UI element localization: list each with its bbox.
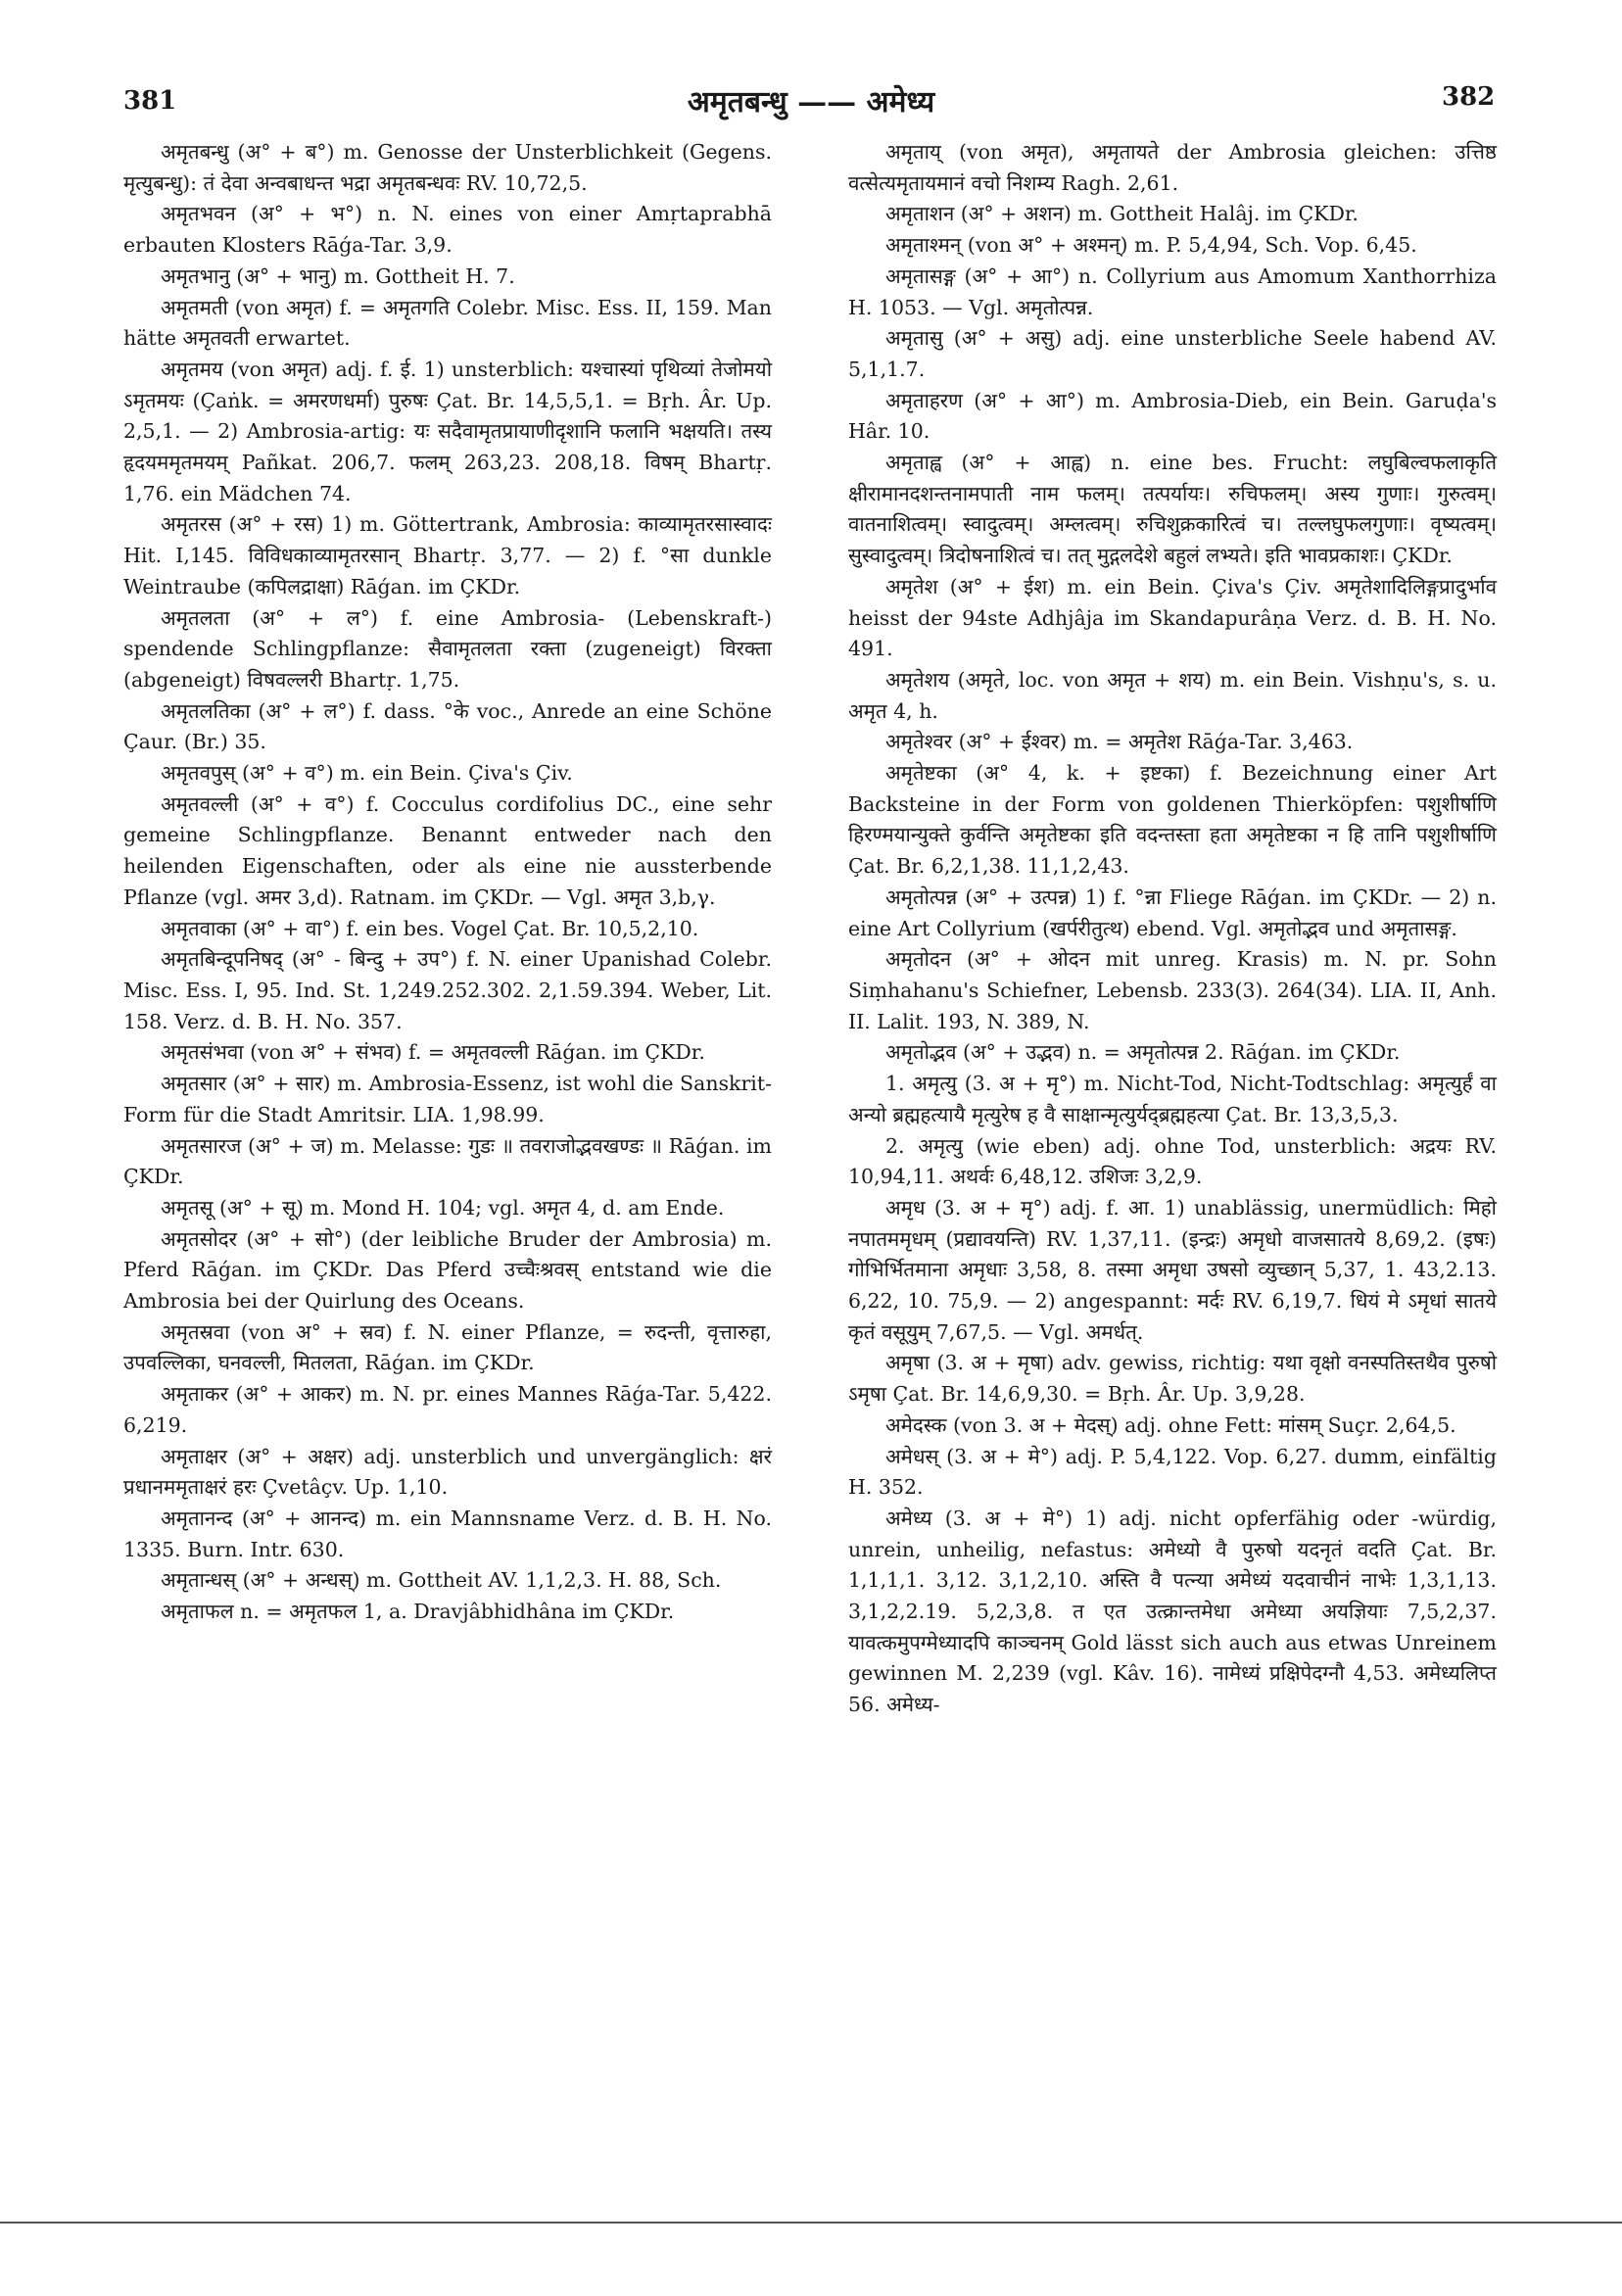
dictionary-entry: अमृध (3. अ + मृ°) adj. f. आ. 1) unablässig, unermüdlich: मिहो नपातममृधम् (प्रद्यावयन्ति) RV. 1,37,11. (इन्द्रः) अमृधो वाजसातये 8,69,2. (इषः) गोभिर्भितमाना अमृधाः 3,58, 8. तस्मा अमृधा उषसो व्युच्छान् 5,37, 1. 43,2.13. 6,22, 10. 75,9. — 2) angespannt: मर्दः RV. 6,19,7. धियं मे ऽमृधां सातये कृतं वसूयुम् 7,67,5. — Vgl. अमर्धत्. bbox=[848, 1195, 1497, 1344]
dictionary-entry: अमृतोद्भव (अ° + उद्भव) n. = अमृतोत्पन्न 2. Rāǵan. im ÇKDr. bbox=[885, 1040, 1401, 1065]
page-number-right: 382 bbox=[1442, 82, 1496, 112]
dictionary-entry: अमृतोदन (अ° + ओदन mit unreg. Krasis) m. N. pr. Sohn Siṃhahanu's Schiefner, Lebensb. 233(3). 264(34). LIA. II, Anh. II. Lalit. 193, N. 389, N. bbox=[848, 947, 1497, 1033]
dictionary-entry: अमृतसंभवा (von अ° + संभव) f. = अमृतवल्ली Rāǵan. im ÇKDr. bbox=[161, 1040, 705, 1065]
dictionary-entry: अमृतसारज (अ° + ज) m. Melasse: गुडः ॥ तवराजोद्भवखण्डः ॥ Rāǵan. im ÇKDr. bbox=[123, 1133, 772, 1189]
dictionary-entry: अमेध्य (3. अ + मे°) 1) adj. nicht opferfähig oder -würdig, unrein, unheilig, nefastus: अमेध्यो वै पुरुषो यदनृतं वदति Çat. Br. 1,1,1,1. 3,12. 3,1,2,10. अस्ति वै पत्न्या अमेध्यं यदवाचीनं नाभेः 1,3,1,13. 3,1,2,2.19. 5,2,3,8. त एत उत्क्रान्तमेधा अमेध्या अयज्ञियाः 7,5,2,37. यावत्कमुपग्मेध्यादपि काञ्चनम् Gold lässt sich auch aus etwas Unreinem gewinnen M. 2,239 (vgl. Kâv. 16). नामेध्यं प्रक्षिपेदग्नौ 4,53. अमेध्यलिप्त 56. अमेध्य- bbox=[848, 1506, 1497, 1717]
dictionary-entry: अमृतस्रवा (von अ° + स्रव) f. N. einer Pflanze, = रुदन्ती, वृत्तारुहा, उपवल्लिका, घनवल्ली, मितलता, Rāǵan. im ÇKDr. bbox=[123, 1319, 772, 1375]
dictionary-entry: अमृतसू (अ° + सू) m. Mond H. 104; vgl. अमृत 4, d. am Ende. bbox=[161, 1195, 725, 1220]
dictionary-entry: अमृताकर (अ° + आकर) m. N. pr. eines Mannes Rāǵa-Tar. 5,422. 6,219. bbox=[123, 1382, 772, 1437]
dictionary-entry: अमृतासङ्ग (अ° + आ°) n. Collyrium aus Amomum Xanthorrhiza H. 1053. — Vgl. अमृतोत्पन्न. bbox=[848, 263, 1497, 319]
dictionary-entry: 2. अमृत्यु (wie eben) adj. ohne Tod, unsterblich: अद्रयः RV. 10,94,11. अथर्वः 6,48,12. उशिजः 3,2,9. bbox=[848, 1133, 1497, 1189]
dictionary-entry: अमृतरस (अ° + रस) 1) m. Göttertrank, Ambrosia: काव्यामृतरसास्वादः Hit. I,145. विविधकाव्यामृतरसान् Bhartṛ. 3,77. — 2) f. °सा dunkle Weintraube (कपिलद्राक्षा) Rāǵan. im ÇKDr. bbox=[123, 512, 772, 598]
dictionary-entry: अमृतलतिका (अ° + ल°) f. dass. °के voc., Anrede an eine Schöne Çaur. (Br.) 35. bbox=[123, 698, 772, 754]
dictionary-entry: अमृतमती (von अमृत) f. = अमृतगति Colebr. Misc. Ess. II, 159. Man hätte अमृतवती erwartet. bbox=[123, 295, 772, 351]
dictionary-entry: अमृतभानु (अ° + भानु) m. Gottheit H. 7. bbox=[161, 263, 515, 288]
dictionary-entry: अमृतमय (von अमृत) adj. f. ई. 1) unsterblich: यश्चास्यां पृथिव्यां तेजोमयो ऽमृतमयः (Çaṅk. = अमरणधर्मा) पुरुषः Çat. Br. 14,5,5,1. = Bṛh. Âr. Up. 2,5,1. — 2) Ambrosia-artig: यः सदैवामृतप्रायाणीदृशानि फलानि भक्षयति। तस्य हृदयममृतमयम् Pañkat. 206,7. फलम् 263,23. 208,18. विषम् Bhartṛ. 1,76. ein Mädchen 74. bbox=[123, 357, 772, 505]
dictionary-entry: अमृतवल्ली (अ° + व°) f. Cocculus cordifolius DC., eine sehr gemeine Schlingpflanze. Benannt entweder nach den heilenden Eigenschaften, oder als eine nie aussterbende Pflanze (vgl. अमर 3,d). Ratnam. im ÇKDr. — Vgl. अमृत 3,b,γ. bbox=[123, 791, 772, 909]
dictionary-entry: अमृतान्धस् (अ° + अन्धस्) m. Gottheit AV. 1,1,2,3. H. 88, Sch. bbox=[161, 1568, 722, 1593]
dictionary-entry: अमृतानन्द (अ° + आनन्द) m. ein Mannsname Verz. d. B. H. No. 1335. Burn. Intr. 630. bbox=[123, 1506, 772, 1561]
running-title: अमृतबन्धु —— अमेध्य bbox=[687, 85, 935, 120]
left-column bbox=[123, 137, 772, 1628]
dictionary-entry: अमृताक्षर (अ° + अक्षर) adj. unsterblich und unvergänglich: क्षरं प्रधानममृताक्षरं हरः Çvetâçv. Up. 1,10. bbox=[123, 1444, 772, 1500]
dictionary-entry: अमृषा (3. अ + मृषा) adv. gewiss, richtig: यथा वृक्षो वनस्पतिस्तथैव पुरुषो ऽमृषा Çat. Br. 14,6,9,30. = Bṛh. Âr. Up. 3,9,28. bbox=[848, 1351, 1497, 1407]
dictionary-entry: अमृतसार (अ° + सार) m. Ambrosia-Essenz, ist wohl die Sanskrit-Form für die Stadt Amritsir. LIA. 1,98.99. bbox=[123, 1072, 772, 1126]
dictionary-entry: अमृतवाका (अ° + वा°) f. ein bes. Vogel Çat. Br. 10,5,2,10. bbox=[161, 916, 699, 940]
dictionary-entry: अमृताहरण (अ° + आ°) m. Ambrosia-Dieb, ein Bein. Garuḍa's Hâr. 10. bbox=[848, 388, 1497, 444]
dictionary-entry: अमृतबन्धु (अ° + ब°) m. Genosse der Unsterblichkeit (Gegens. मृत्युबन्धु): तं देवा अन्वबाधन्त भद्रा अमृतबन्धवः RV. 10,72,5. bbox=[123, 140, 772, 195]
dictionary-entry: अमृतसोदर (अ° + सो°) (der leibliche Bruder der Ambrosia) m. Pferd Rāǵan. im ÇKDr. Das Pferd उच्चैःश्रवस् entstand wie die Ambrosia bei der Quirlung des Oceans. bbox=[123, 1226, 772, 1314]
dictionary-entry: 1. अमृत्यु (3. अ + मृ°) m. Nicht-Tod, Nicht-Todtschlag: अमृत्युर्हं वा अन्यो ब्रह्महत्यायै मृत्युरेष ह वै साक्षान्मृत्युर्यद्ब्रह्महत्या Çat. Br. 13,3,5,3. bbox=[848, 1072, 1497, 1126]
dictionary-entry: अमृतलता (अ° + ल°) f. eine Ambrosia- (Lebenskraft-) spendende Schlingpflanze: सैवामृतलता रक्ता (zugeneigt) विरक्ता (abgeneigt) विषवल्लरी Bhartṛ. 1,75. bbox=[123, 605, 772, 692]
dictionary-entry: अमेदस्क (von 3. अ + मेदस्) adj. ohne Fett: मांसम् Suçr. 2,64,5. bbox=[885, 1412, 1456, 1437]
dictionary-entry: अमृताह्व (अ° + आह्व) n. eine bes. Frucht: लघुबिल्वफलाकृति क्षीरामानदशन्तनामपाती नाम फलम्। तत्पर्यायः। रुचिफलम्। अस्य गुणाः। गुरुत्वम्। वातनाशित्वम्। स्वादुत्वम्। अम्लत्वम्। रुचिशुक्रकारित्वं च। तल्लघुफलगुणाः। वृष्यत्वम्। सुस्वादुत्वम्। त्रिदोषनाशित्वं च। तत् मुद्गलदेशे बहुलं लभ्यते। इति भावप्रकाशः। ÇKDr. bbox=[848, 451, 1497, 568]
dictionary-entry: अमृतासु (अ° + असु) adj. eine unsterbliche Seele habend AV. 5,1,1.7. bbox=[848, 326, 1497, 381]
dictionary-entry: अमृतेश्वर (अ° + ईश्वर) m. = अमृतेश Rāǵa-Tar. 3,463. bbox=[885, 730, 1354, 754]
dictionary-entry: अमृताश्मन् (von अ° + अश्मन्) m. P. 5,4,94, Sch. Vop. 6,45. bbox=[885, 233, 1417, 258]
dictionary-entry: अमृताफल n. = अमृतफल 1, a. Dravjâbhidhâna im ÇKDr. bbox=[161, 1600, 675, 1624]
right-column bbox=[848, 137, 1497, 1721]
dictionary-entry: अमेधस् (3. अ + मे°) adj. P. 5,4,122. Vop. 6,27. dumm, einfältig H. 352. bbox=[848, 1444, 1497, 1500]
dictionary-entry: अमृतवपुस् (अ° + व°) m. ein Bein. Çiva's Çiv. bbox=[161, 761, 573, 786]
dictionary-entry: अमृतेशय (अमृते, loc. von अमृत + शय) m. ein Bein. Vishṇu's, s. u. अमृत 4, h. bbox=[848, 667, 1497, 723]
dictionary-entry: अमृतबिन्दूपनिषद् (अ° - बिन्दु + उप°) f. N. einer Upanishad Colebr. Misc. Ess. I, 95. Ind. St. 1,249.252.302. 2,1.59.394. Weber, Lit. 158. Verz. d. B. H. No. 357. bbox=[123, 947, 772, 1033]
dictionary-entry: अमृतभवन (अ° + भ°) n. N. eines von einer Amṛtaprabhā erbauten Klosters Rāǵa-Tar. 3,9. bbox=[123, 202, 772, 258]
footer-rule bbox=[0, 2222, 1622, 2224]
dictionary-entry: अमृतोत्पन्न (अ° + उत्पन्न) 1) f. °न्ना Fliege Rāǵan. im ÇKDr. — 2) n. eine Art Collyrium (खर्परीतुत्थ) ebend. Vgl. अमृतोद्भव und अमृतासङ्ग. bbox=[848, 885, 1497, 940]
dictionary-entry: अमृताय् (von अमृत), अमृतायते der Ambrosia gleichen: उत्तिष्ठ वत्सेत्यमृतायमानं वचो निशम्य Ragh. 2,61. bbox=[848, 140, 1497, 195]
dictionary-entry: अमृताशन (अ° + अशन) m. Gottheit Halâj. im ÇKDr. bbox=[885, 202, 1359, 226]
dictionary-entry: अमृतेश (अ° + ईश) m. ein Bein. Çiva's Çiv. अमृतेशादिलिङ्गप्रादुर्भाव heisst der 94ste Adhjâja im Skandapurâṇa Verz. d. B. H. No. 491. bbox=[848, 574, 1497, 661]
page-number-left: 381 bbox=[123, 86, 177, 116]
dictionary-entry: अमृतेष्टका (अ° 4, k. + इष्टका) f. Bezeichnung einer Art Backsteine in der Form von goldenen Thierköpfen: पशुशीर्षाणि हिरण्मयान्युक्ते कुर्वन्ति अमृतेष्टका इति वदन्तस्ता हता अमृतेष्टका न हि तानि पशुशीर्षाणि Çat. Br. 6,2,1,38. 11,1,2,43. bbox=[848, 761, 1497, 879]
